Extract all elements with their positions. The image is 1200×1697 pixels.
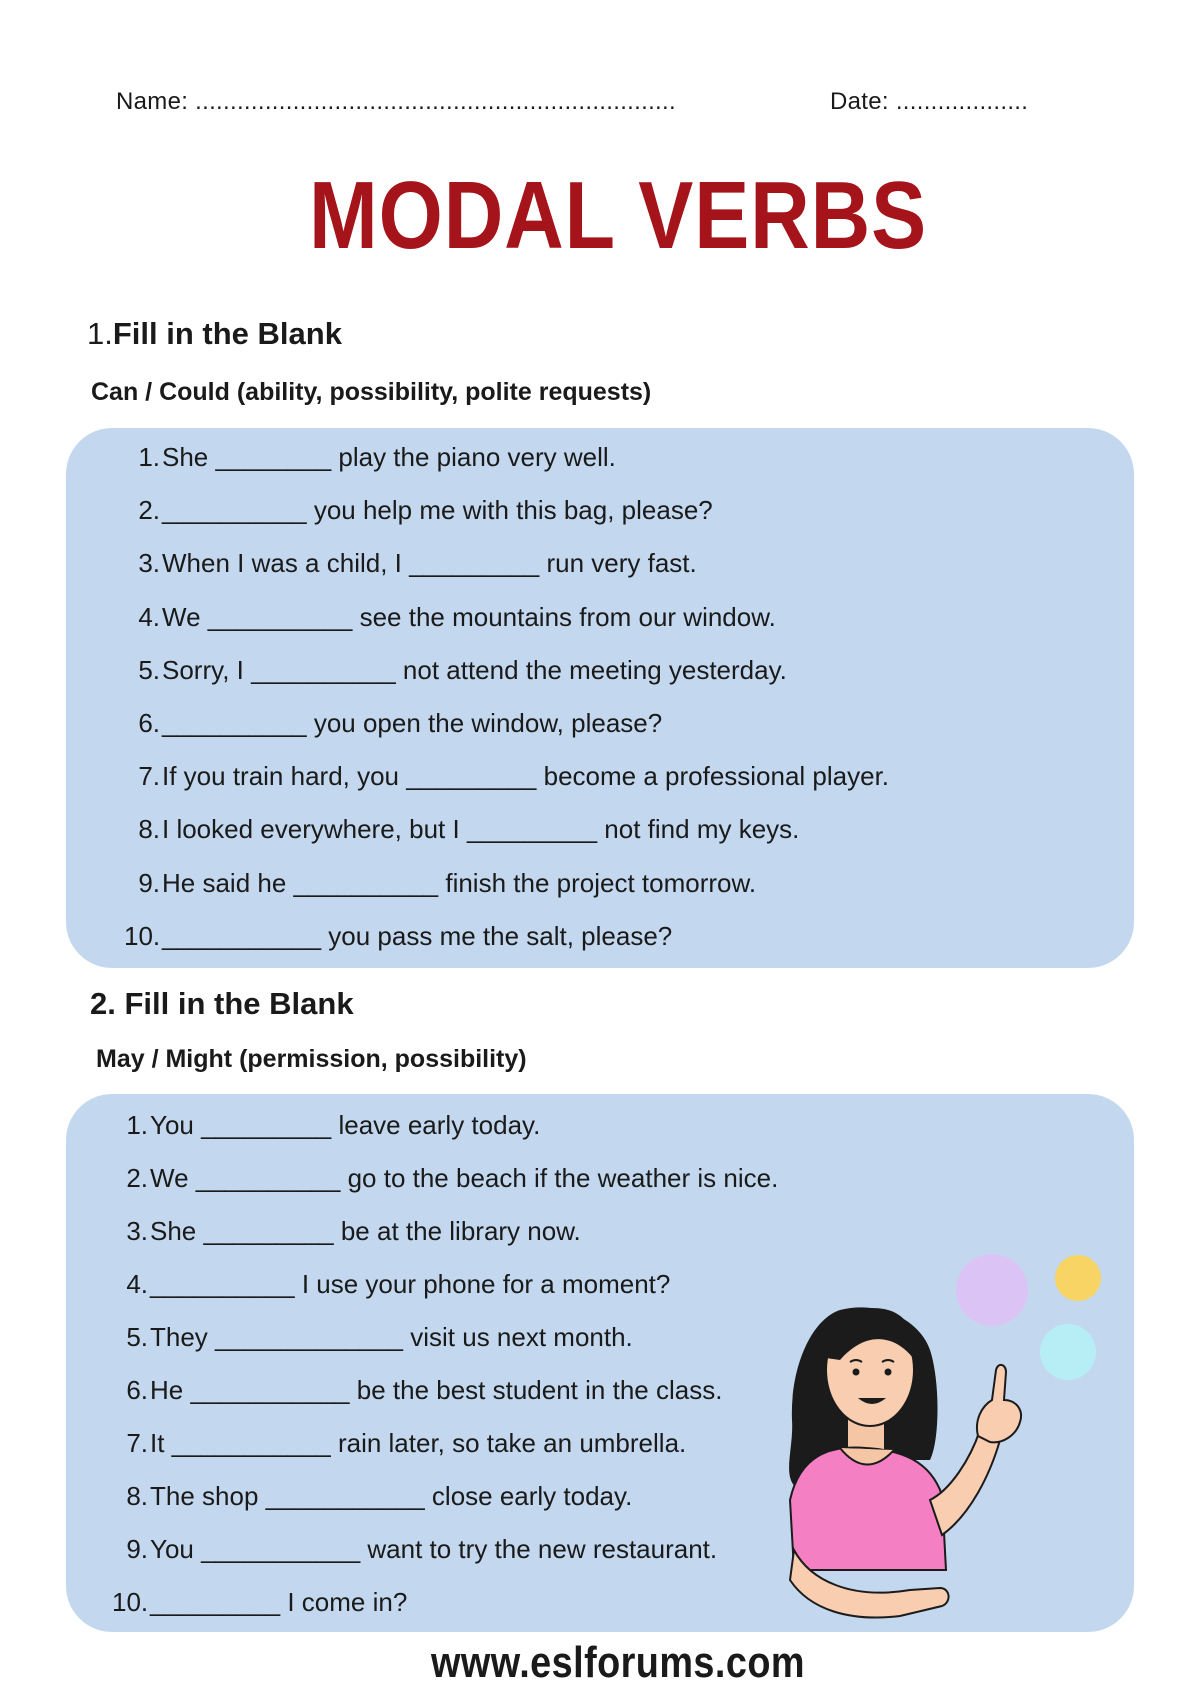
section1-question-9 (124, 867, 757, 898)
question-number: 4. (138, 601, 160, 632)
section1-question-5 (124, 654, 787, 685)
section1-heading (87, 316, 342, 352)
section1-heading-text: Fill in the Blank (112, 316, 342, 351)
question-text: _________ I come in? (150, 1587, 408, 1617)
question-text: He ___________ be the best student in the class. (150, 1375, 723, 1405)
woman-pointing-illustration (770, 1250, 1110, 1620)
question-number: 10. (112, 1587, 149, 1617)
question-number: 8. (126, 1481, 148, 1511)
section1-question-10 (124, 920, 673, 951)
question-number: 6. (138, 708, 160, 738)
question-number: 5. (126, 1322, 148, 1352)
question-text: __________ you help me with this bag, please? (162, 495, 713, 526)
section2-subtitle-main: May / Might (96, 1045, 233, 1073)
question-number: 6. (126, 1375, 148, 1405)
question-text: They _____________ visit us next month. (150, 1322, 633, 1352)
question-text: I looked everywhere, but I _________ not find my keys. (162, 814, 800, 845)
question-number: 3. (138, 548, 160, 579)
section1-question-8 (124, 814, 800, 845)
section1-number: 1. (87, 316, 113, 351)
section2-question-2 (112, 1165, 778, 1191)
question-number: 10. (124, 920, 161, 951)
question-text: ___________ you pass me the salt, please? (162, 920, 673, 951)
question-number: 9. (126, 1534, 148, 1564)
question-number: 7. (126, 1428, 148, 1458)
question-text: We __________ see the mountains from our window. (162, 601, 776, 632)
section1-subtitle-paren: (ability, possibility, polite requests) (236, 378, 652, 406)
section2-subtitle-paren: (permission, possibility) (239, 1045, 527, 1073)
purple-bubble-icon (956, 1254, 1028, 1326)
section2-question-10 (112, 1589, 407, 1615)
question-text: __________ you open the window, please? (162, 708, 663, 738)
question-number: 3. (126, 1216, 148, 1246)
section2-question-5 (112, 1324, 633, 1350)
question-text: The shop ___________ close early today. (150, 1481, 633, 1511)
question-text: We __________ go to the beach if the weather is nice. (150, 1163, 779, 1193)
question-text: He said he __________ finish the project tomorrow. (162, 867, 757, 898)
section2-question-1 (112, 1112, 540, 1138)
question-text: If you train hard, you _________ become a professional player. (162, 761, 890, 792)
section1-question-1 (124, 444, 616, 470)
question-number: 1. (138, 442, 160, 472)
section1-question-3 (124, 548, 697, 579)
question-text: Sorry, I __________ not attend the meeting yesterday. (162, 654, 787, 685)
section2-heading (90, 986, 354, 1022)
section2-heading-text: Fill in the Blank (124, 986, 354, 1021)
question-text: __________ I use your phone for a moment? (150, 1269, 671, 1299)
question-number: 2. (126, 1163, 148, 1193)
section2-question-8 (112, 1483, 632, 1509)
question-number: 9. (138, 867, 160, 898)
question-number: 7. (138, 761, 160, 792)
yellow-bubble-icon (1055, 1255, 1101, 1301)
cyan-bubble-icon (1040, 1324, 1096, 1380)
section1-subtitle (91, 378, 651, 407)
question-number: 5. (138, 654, 160, 685)
section1-subtitle-main: Can / Could (91, 378, 230, 406)
question-text: You ___________ want to try the new restaurant. (150, 1534, 718, 1564)
section2-question-3 (112, 1218, 581, 1244)
section1-question-2 (124, 495, 713, 526)
section1-question-7 (124, 761, 890, 792)
name-field: Name: ..................................................................... (116, 88, 676, 115)
question-text: She ________ play the piano very well. (162, 442, 616, 472)
question-number: 2. (138, 495, 160, 526)
question-text: It ___________ rain later, so take an umbrella. (150, 1428, 687, 1458)
section2-number: 2. (90, 986, 116, 1021)
question-number: 8. (138, 814, 160, 845)
section2-question-9 (112, 1536, 717, 1562)
question-text: When I was a child, I _________ run very fast. (162, 548, 697, 579)
section1-question-4 (124, 601, 776, 632)
section2-question-4 (112, 1271, 670, 1297)
question-text: You _________ leave early today. (150, 1110, 541, 1140)
question-number: 1. (126, 1110, 148, 1140)
section2-question-7 (112, 1430, 686, 1456)
date-field: Date: ................... (830, 88, 1029, 115)
question-number: 4. (126, 1269, 148, 1299)
section2-question-6 (112, 1377, 722, 1403)
page-title: MODAL VERBS (308, 162, 928, 269)
website-footer: www.eslforums.com (431, 1638, 805, 1687)
section1-question-6 (124, 710, 662, 736)
section2-subtitle (96, 1045, 527, 1074)
question-text: She _________ be at the library now. (150, 1216, 581, 1246)
